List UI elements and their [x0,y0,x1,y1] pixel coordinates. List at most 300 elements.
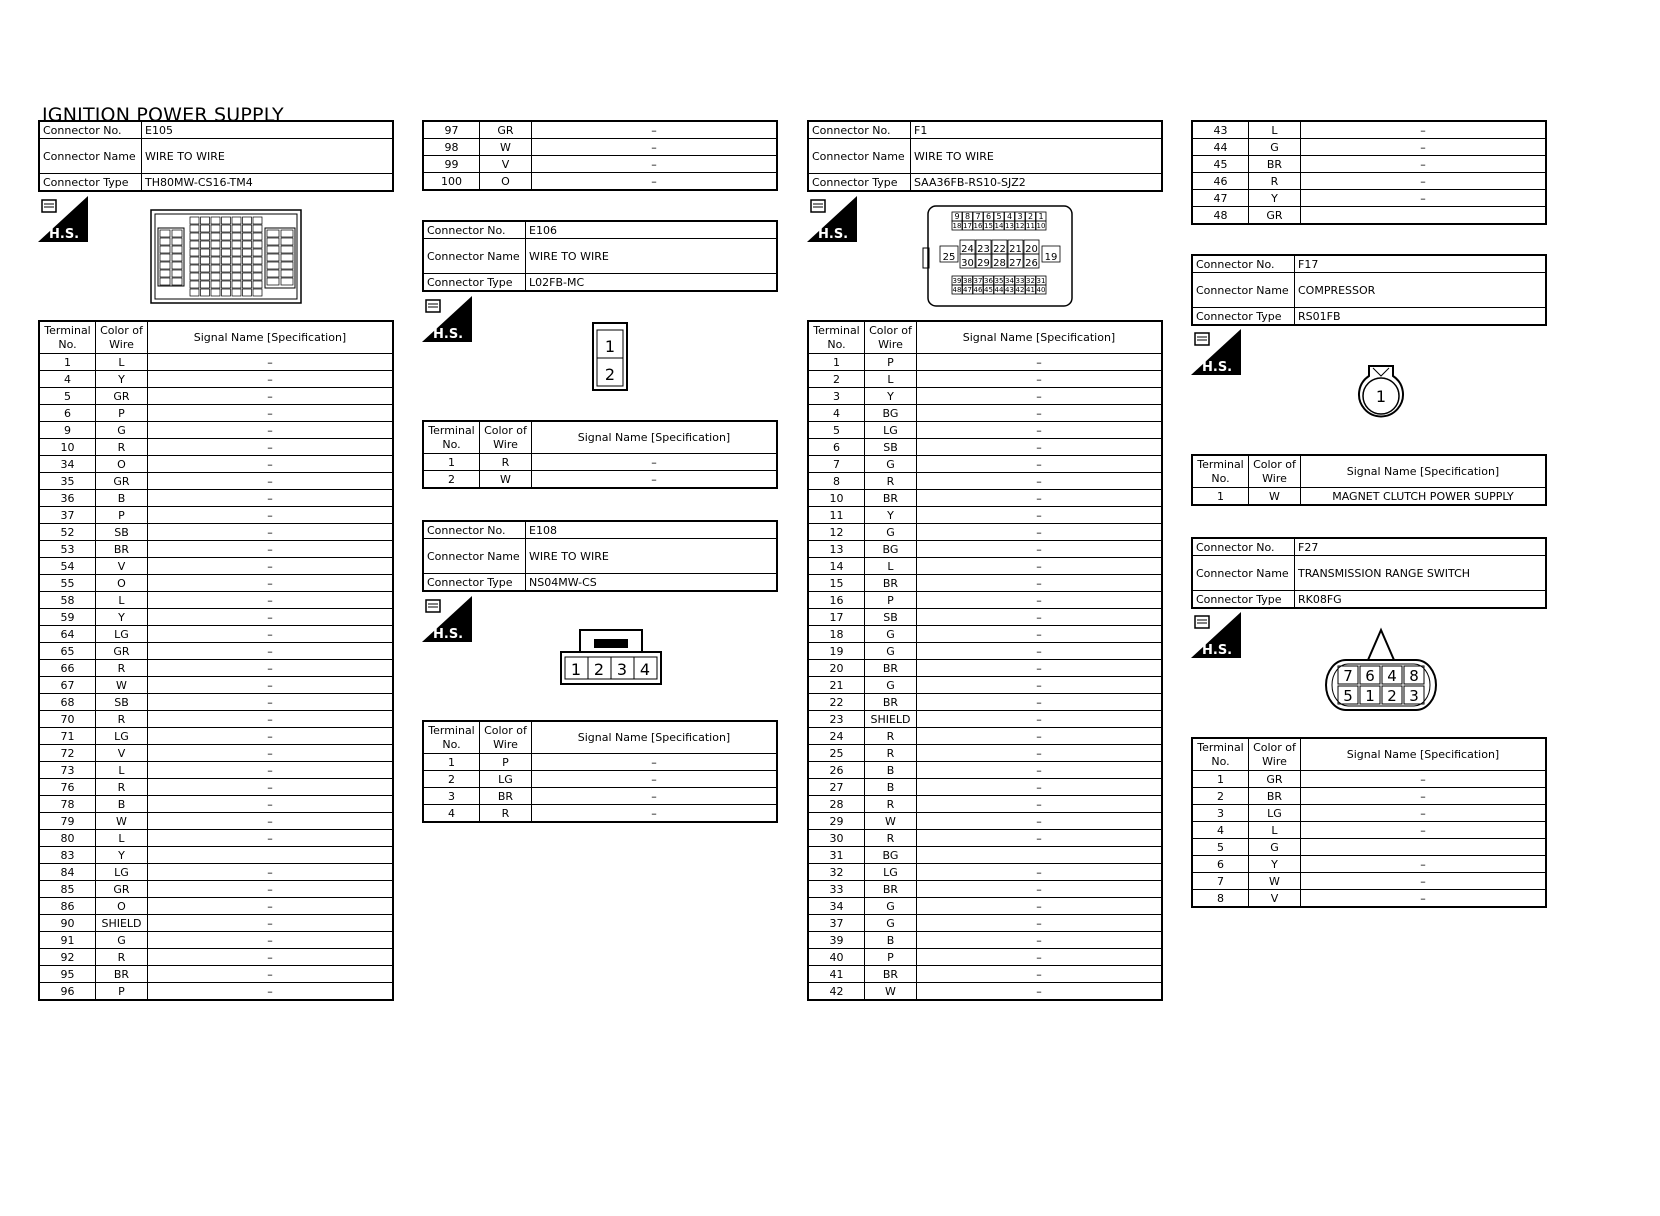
f1-rows [808,354,1162,1001]
terminal-no: 48 [1192,207,1249,225]
cavity-label: 34 [1005,277,1014,285]
e108-rows [423,754,777,823]
table-row [39,575,393,592]
wire-color: GR [96,881,148,898]
wire-color: L [96,592,148,609]
e106-info [422,220,778,292]
signal-name: – [917,711,1163,728]
signal-name: – [917,966,1163,983]
table-row [423,471,777,489]
cavity-label: 6 [1365,667,1375,685]
cavity-label: 1 [570,660,582,679]
signal-name: – [917,915,1163,932]
wire-color: BR [865,694,917,711]
signal-name: – [148,660,394,677]
cavity-label: 5 [1343,687,1353,705]
wire-color: G [865,524,917,541]
wire-color: SB [865,439,917,456]
signal-name: – [917,932,1163,949]
wire-color: P [96,507,148,524]
cavity-label: 48 [952,286,962,294]
table-row [808,473,1162,490]
signal-name [1301,207,1547,225]
signal-header: Signal Name [Specification] [1301,455,1547,488]
hs-text: H.S. [433,327,464,342]
e106-connector-face [592,322,630,396]
terminal-no: 2 [423,771,480,788]
table-row [808,575,1162,592]
table-row [808,422,1162,439]
wire-color: R [480,805,532,823]
signal-name: – [917,881,1163,898]
connector-type: L02FB-MC [526,274,778,292]
table-row [39,609,393,626]
terminal-no: 40 [808,949,865,966]
e105-pin-table [38,320,394,1001]
terminal-no: 4 [808,405,865,422]
terminal-no: 52 [39,524,96,541]
signal-name: – [1301,890,1547,908]
f17-pin-table [1191,454,1547,506]
color-header: Color of Wire [1249,455,1301,488]
signal-name [148,847,394,864]
connector-type: SAA36FB-RS10-SJZ2 [911,174,1163,192]
signal-header: Signal Name [Specification] [917,321,1163,354]
cavity-label: 3 [1017,212,1023,221]
connector-no: E105 [142,121,394,139]
cavity-label: 7 [1343,667,1353,685]
wire-color: BG [865,405,917,422]
table-row [1192,488,1546,506]
signal-name: MAGNET CLUTCH POWER SUPPLY [1301,488,1547,506]
terminal-no: 53 [39,541,96,558]
wire-color: G [1249,839,1301,856]
terminal-no: 1 [1192,771,1249,788]
table-row [39,558,393,575]
table-row [39,456,393,473]
table-row [39,949,393,966]
signal-name: – [1301,156,1547,173]
table-row [39,592,393,609]
connector-name: WIRE TO WIRE [142,139,394,174]
table-row [39,473,393,490]
e105-rows-cont [423,121,777,190]
cavity-label: 17 [963,222,972,230]
wire-color: GR [480,121,532,139]
signal-name: – [917,830,1163,847]
terminal-no: 3 [423,788,480,805]
terminal-no: 96 [39,983,96,1001]
table-row [808,796,1162,813]
table-row [808,456,1162,473]
cavity-label: 9 [954,212,960,221]
terminal-no: 6 [1192,856,1249,873]
terminal-no: 35 [39,473,96,490]
terminal-no: 13 [808,541,865,558]
terminal-no: 2 [423,471,480,489]
e108-connector-face [560,628,662,690]
color-header: Color of Wire [865,321,917,354]
table-row [39,881,393,898]
cavity-label: 26 [1025,258,1038,269]
label: Connector Name [1192,273,1295,308]
label: Connector Type [1192,591,1295,609]
signal-name: – [917,949,1163,966]
table-row [39,779,393,796]
e106-pin-table [422,420,778,489]
wire-color: R [96,660,148,677]
label: Connector No. [423,521,526,539]
signal-name: – [917,592,1163,609]
signal-name: – [917,677,1163,694]
e105-info [38,120,394,192]
table-row [39,847,393,864]
wire-color: O [480,173,532,191]
terminal-no: 45 [1192,156,1249,173]
cavity-label: 13 [1005,222,1014,230]
cavity-label: 2 [1027,212,1034,221]
table-row [808,762,1162,779]
table-row [423,788,777,805]
wire-color: Y [96,847,148,864]
signal-name: – [148,609,394,626]
terminal-no: 34 [39,456,96,473]
f27-rows [1192,771,1546,908]
hs-icon [422,296,472,346]
signal-name: – [532,788,778,805]
terminal-header: Terminal No. [39,321,96,354]
wire-color: W [480,139,532,156]
signal-name: – [1301,121,1547,139]
wire-color: W [1249,873,1301,890]
wire-color: R [865,473,917,490]
wire-color: O [96,575,148,592]
wire-color: W [865,813,917,830]
table-row [808,490,1162,507]
signal-name: – [148,830,394,847]
terminal-no: 5 [808,422,865,439]
wire-color: SB [865,609,917,626]
signal-name: – [148,915,394,932]
table-row [808,881,1162,898]
signal-name: – [917,354,1163,371]
wire-color: R [865,745,917,762]
terminal-no: 21 [808,677,865,694]
wire-color: LG [96,728,148,745]
label: Connector No. [423,221,526,239]
terminal-header: Terminal No. [423,421,480,454]
table-row [39,983,393,1001]
connector-no: F27 [1295,538,1547,556]
signal-name: – [148,813,394,830]
table-row [808,609,1162,626]
terminal-no: 6 [39,405,96,422]
terminal-no: 99 [423,156,480,173]
wire-color: V [480,156,532,173]
wire-color: GR [96,643,148,660]
signal-name: – [148,558,394,575]
terminal-no: 24 [808,728,865,745]
terminal-no: 4 [39,371,96,388]
color-header: Color of Wire [1249,738,1301,771]
wire-color: R [96,779,148,796]
cavity-label: 35 [994,277,1004,285]
table-row [39,439,393,456]
terminal-no: 19 [808,643,865,660]
hs-icon [422,596,472,646]
wire-color: L [96,830,148,847]
table-row [39,643,393,660]
terminal-no: 39 [808,932,865,949]
signal-name: – [148,524,394,541]
signal-name: – [917,456,1163,473]
signal-name: – [917,983,1163,1001]
table-row [1192,771,1546,788]
signal-name: – [1301,139,1547,156]
terminal-no: 26 [808,762,865,779]
label: Connector Type [423,274,526,292]
table-row [1192,139,1546,156]
cavity-label: 1 [1365,687,1375,705]
wire-color: LG [1249,805,1301,822]
table-row [808,813,1162,830]
table-row [808,541,1162,558]
terminal-no: 1 [1192,488,1249,506]
table-row [808,983,1162,1001]
terminal-no: 86 [39,898,96,915]
terminal-no: 42 [808,983,865,1001]
table-row [808,779,1162,796]
terminal-no: 55 [39,575,96,592]
table-row [39,524,393,541]
signal-name: – [148,490,394,507]
signal-name: – [148,643,394,660]
cavity-label: 15 [984,222,993,230]
e105-rows [39,354,393,1001]
signal-name: – [148,881,394,898]
cavity-label: 44 [994,286,1004,294]
signal-name: – [917,779,1163,796]
table-row [808,439,1162,456]
cavity-label: 33 [1015,277,1025,285]
wire-color: R [865,728,917,745]
wire-color: W [865,983,917,1001]
hs-text: H.S. [1202,360,1233,375]
signal-name: – [532,471,778,489]
table-row [808,711,1162,728]
terminal-no: 59 [39,609,96,626]
cavity-label: 5 [996,212,1002,221]
terminal-header: Terminal No. [1192,455,1249,488]
table-row [808,354,1162,371]
f1-connector-face [922,204,1078,314]
table-row [423,139,777,156]
connector-type: RS01FB [1295,308,1547,326]
label: Connector Type [808,174,911,192]
terminal-no: 2 [808,371,865,388]
wire-color: G [865,898,917,915]
terminal-no: 12 [808,524,865,541]
signal-name: – [148,966,394,983]
signal-name: – [148,728,394,745]
terminal-no: 34 [808,898,865,915]
wire-color: Y [865,507,917,524]
table-row [39,864,393,881]
signal-name: – [1301,856,1547,873]
signal-name: – [148,694,394,711]
wire-color: Y [865,388,917,405]
table-row [39,405,393,422]
wire-color: P [865,592,917,609]
table-row [808,745,1162,762]
wire-color: LG [865,422,917,439]
signal-name: – [148,541,394,558]
cavity-label: 16 [973,222,983,230]
table-row [39,371,393,388]
cavity-label: 45 [984,286,993,294]
table-row [39,898,393,915]
table-row [39,507,393,524]
wire-color: P [480,754,532,771]
wire-color: SB [96,524,148,541]
connector-name: WIRE TO WIRE [526,539,778,574]
connector-name: WIRE TO WIRE [526,239,778,274]
terminal-no: 95 [39,966,96,983]
terminal-no: 72 [39,745,96,762]
signal-name: – [1301,873,1547,890]
wire-color: BR [96,966,148,983]
wire-color: Y [1249,856,1301,873]
terminal-no: 79 [39,813,96,830]
signal-name: – [532,173,778,191]
cavity-label: 42 [1015,286,1025,294]
terminal-no: 25 [808,745,865,762]
wire-color: LG [96,864,148,881]
wire-color: BG [865,847,917,864]
terminal-no: 91 [39,932,96,949]
wire-color: LG [480,771,532,788]
wire-color: LG [96,626,148,643]
signal-name: – [148,932,394,949]
signal-name: – [917,762,1163,779]
e108-info [422,520,778,592]
page-title: IGNITION POWER SUPPLY [42,104,284,126]
hs-text: H.S. [818,227,849,242]
hs-text: H.S. [433,627,464,642]
wire-color: B [865,932,917,949]
table-row [39,830,393,847]
wire-color: BG [865,541,917,558]
wire-color: GR [96,388,148,405]
table-row [39,966,393,983]
table-row [39,626,393,643]
cavity-label: 2 [593,660,605,679]
cavity-label: 43 [1005,286,1014,294]
table-row [423,771,777,788]
e106-rows [423,454,777,489]
cavity-label: 7 [975,212,981,221]
wire-color: P [865,949,917,966]
cavity-label: 40 [1036,286,1046,294]
label: Connector Name [1192,556,1295,591]
table-row [423,121,777,139]
terminal-no: 100 [423,173,480,191]
signal-name: – [917,371,1163,388]
wire-color: GR [1249,207,1301,225]
f17-rows [1192,488,1546,506]
table-row [1192,173,1546,190]
hs-icon [1191,329,1241,379]
wire-color: W [1249,488,1301,506]
hs-icon [38,196,88,246]
table-row [39,660,393,677]
signal-name: – [148,796,394,813]
cavity-label: 27 [1009,258,1022,269]
table-row [808,830,1162,847]
table-row [1192,873,1546,890]
cavity-label: 8 [964,212,971,221]
cavity-label: 11 [1026,222,1035,230]
cavity-label: 3 [1409,687,1419,705]
label: Connector Name [423,239,526,274]
f27-pin-table [1191,737,1547,908]
wire-color: G [865,915,917,932]
signal-name: – [148,745,394,762]
cavity-label: 4 [1387,667,1397,685]
signal-name: – [148,439,394,456]
wire-color: BR [865,575,917,592]
cavity-label: 18 [952,222,962,230]
label: Connector Type [423,574,526,592]
signal-name: – [917,405,1163,422]
signal-name: – [917,643,1163,660]
terminal-no: 80 [39,830,96,847]
terminal-no: 14 [808,558,865,575]
terminal-no: 27 [808,779,865,796]
signal-name: – [917,490,1163,507]
terminal-no: 70 [39,711,96,728]
table-row [1192,207,1546,225]
signal-name: – [148,405,394,422]
table-row [808,932,1162,949]
signal-name: – [532,121,778,139]
terminal-no: 32 [808,864,865,881]
terminal-no: 66 [39,660,96,677]
signal-name: – [148,626,394,643]
signal-name: – [917,864,1163,881]
f27-connector-face [1324,626,1438,718]
signal-name: – [1301,805,1547,822]
terminal-no: 3 [808,388,865,405]
terminal-no: 1 [423,754,480,771]
label: Connector Type [39,174,142,192]
table-row [39,728,393,745]
terminal-no: 85 [39,881,96,898]
signal-name: – [1301,173,1547,190]
cavity-label: 41 [1026,286,1035,294]
color-header: Color of Wire [480,421,532,454]
terminal-no: 71 [39,728,96,745]
table-row [1192,788,1546,805]
terminal-no: 1 [39,354,96,371]
table-row [808,847,1162,864]
signal-header: Signal Name [Specification] [532,421,778,454]
table-row [39,422,393,439]
terminal-no: 46 [1192,173,1249,190]
table-row [808,405,1162,422]
table-row [39,932,393,949]
terminal-no: 5 [39,388,96,405]
